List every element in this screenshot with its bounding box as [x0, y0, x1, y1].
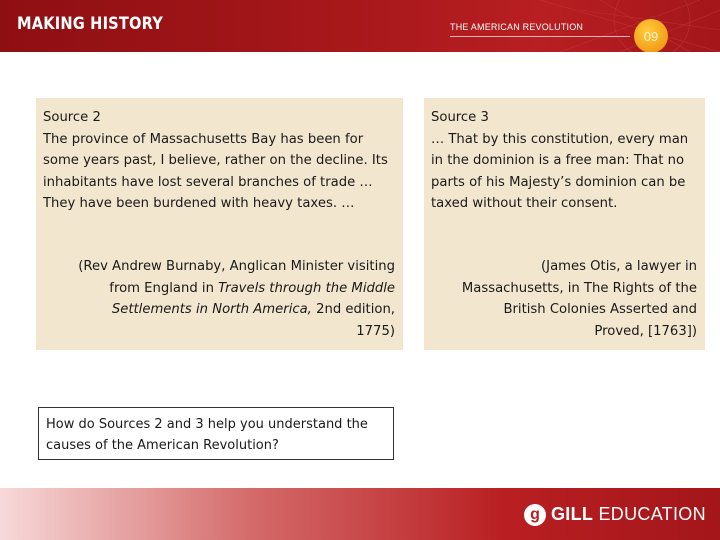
source-3-box: [424, 98, 705, 350]
source-2-attribution-post: 2nd edition, 1775): [311, 302, 395, 339]
page-number-badge: 09: [634, 19, 668, 52]
footer-banner: [0, 488, 720, 540]
source-3-heading: Source 3: [431, 110, 489, 125]
source-2-attribution: [75, 256, 395, 342]
source-2-book-title: Travels through the Middle Settlements in North America,: [111, 280, 395, 317]
section-divider: [450, 36, 630, 37]
header-banner: [0, 0, 720, 52]
publisher-name: [551, 504, 706, 525]
source-2-text: The province of Massachusetts Bay has been for some years past, I believe, rather on the decline. Its inhabitants have lost several branches of trade … They have been burdened with heavy taxes. …: [43, 131, 388, 211]
brand-title: MAKING HISTORY: [17, 14, 164, 34]
source-2-box: [36, 98, 403, 350]
source-3-attribution: (James Otis, a lawyer in Massachusetts, in The Rights of the British Colonies Asserted and Proved, [1763]): [461, 259, 697, 339]
source-3-text: … That by this constitution, every man in the dominion is a free man: That no parts of his Majesty’s dominion can be taxed without their consent.: [431, 131, 689, 211]
publisher-rest: EDUCATION: [593, 504, 706, 524]
source-2-attribution-pre: (Rev Andrew Burnaby, Anglican Minister visiting from England in: [78, 259, 395, 296]
gill-logo-icon: g: [524, 504, 546, 526]
publisher-bold: GILL: [551, 504, 594, 524]
source-2-heading: Source 2: [43, 110, 101, 125]
section-title: THE AMERICAN REVOLUTION: [450, 22, 584, 32]
question-box: How do Sources 2 and 3 help you understand the causes of the American Revolution?: [38, 407, 394, 460]
